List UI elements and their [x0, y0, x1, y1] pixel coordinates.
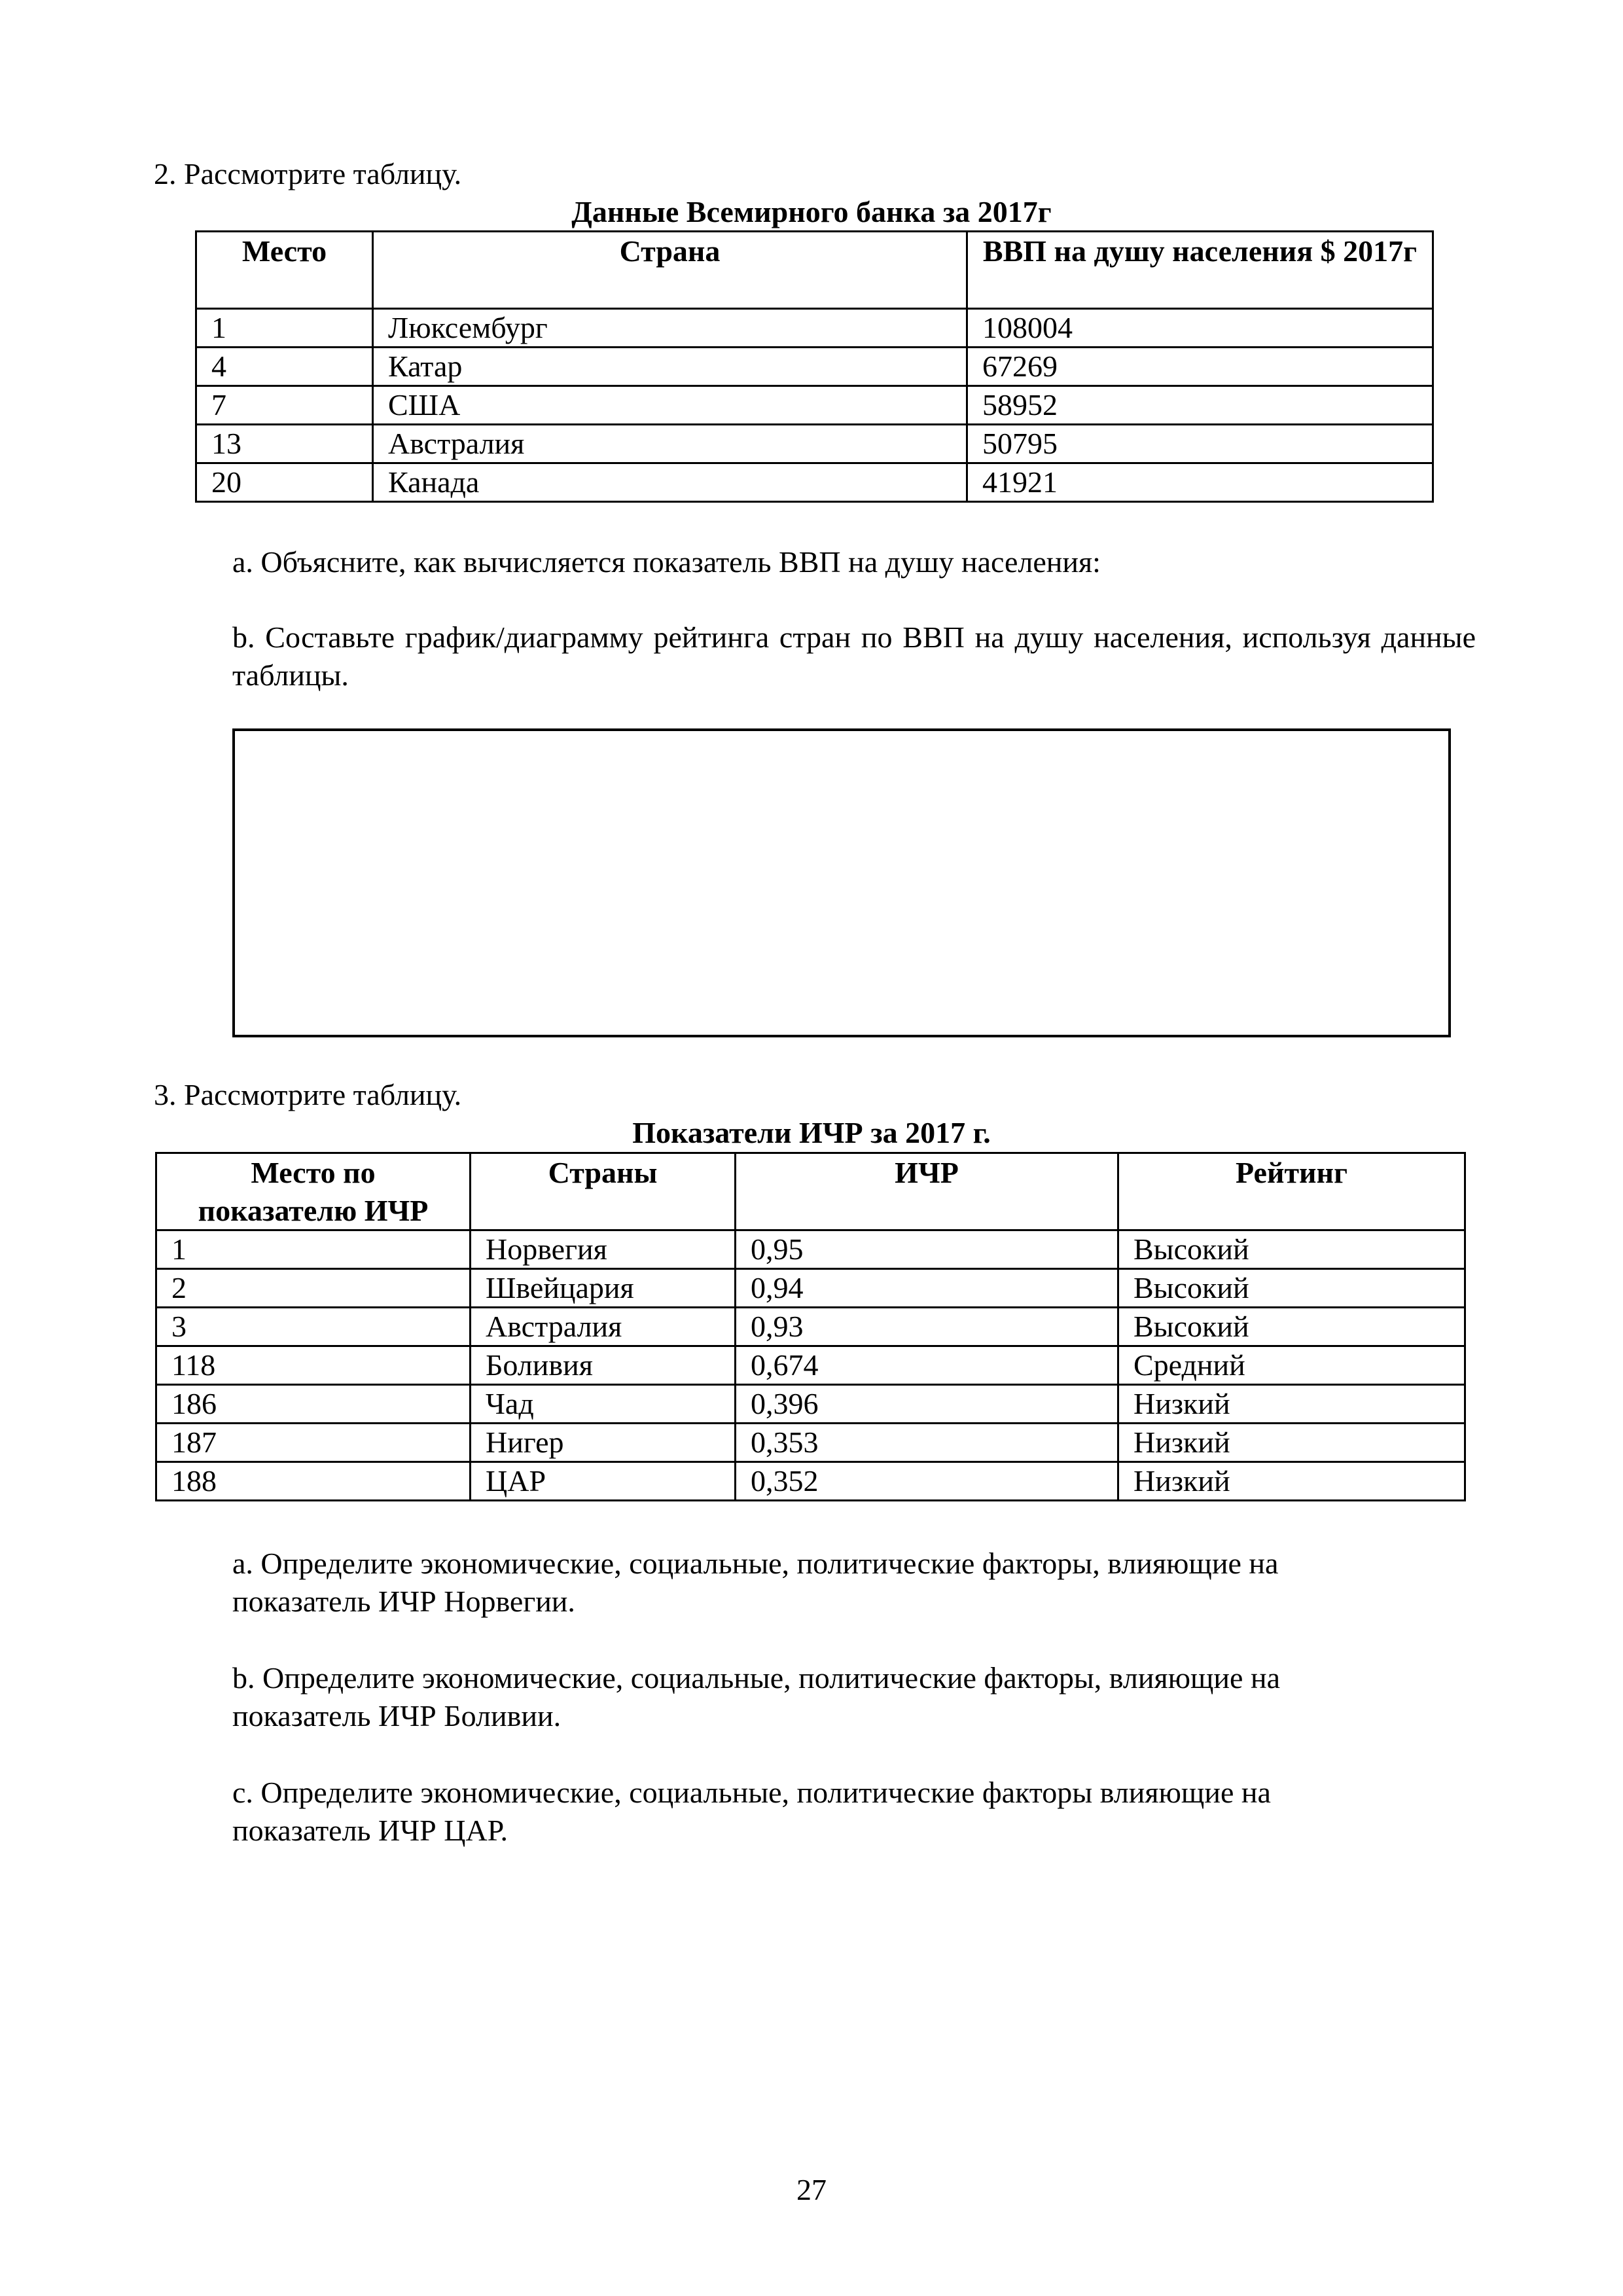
task3-table-title: Показатели ИЧР за 2017 г. [632, 1116, 991, 1149]
hdi-cell-place: 188 [156, 1462, 471, 1501]
gdp-cell-country: Австралия [373, 425, 967, 463]
table-row [196, 386, 1433, 425]
task2-question-a: a. Объясните, как вычисляется показатель ВВП на душу населения: [232, 545, 1101, 579]
task3-intro: 3. Рассмотрите таблицу. [154, 1078, 462, 1111]
gdp-cell-place: 13 [196, 425, 373, 463]
table-row [156, 1230, 1465, 1269]
gdp-cell-value: 50795 [967, 425, 1433, 463]
table-row [196, 463, 1433, 502]
hdi-cell-rating: Низкий [1118, 1462, 1465, 1501]
hdi-cell-country: Боливия [471, 1346, 736, 1385]
hdi-header-countries: Страны [471, 1153, 736, 1230]
gdp-cell-place: 4 [196, 348, 373, 386]
table-row [156, 1462, 1465, 1501]
page-number: 27 [796, 2173, 827, 2206]
gdp-cell-country: США [373, 386, 967, 425]
hdi-header-rating: Рейтинг [1118, 1153, 1465, 1230]
gdp-table-header-row [196, 232, 1433, 309]
hdi-cell-value: 0,396 [736, 1385, 1118, 1424]
table-row [196, 348, 1433, 386]
gdp-cell-value: 67269 [967, 348, 1433, 386]
hdi-cell-country: Норвегия [471, 1230, 736, 1269]
hdi-cell-value: 0,352 [736, 1462, 1118, 1501]
task3-question-c: c. Определите экономические, социальные, политические факторы влияющие на показатель ИЧР ЦАР. [232, 1776, 1271, 1847]
hdi-header-place: Место по показателю ИЧР [156, 1153, 471, 1230]
task3-question-a: a. Определите экономические, социальные, политические факторы, влияющие на показатель ИЧР Норвегии. [232, 1547, 1279, 1618]
gdp-header-place: Место [196, 232, 373, 309]
table-row [196, 425, 1433, 463]
hdi-cell-rating: Низкий [1118, 1385, 1465, 1424]
hdi-cell-value: 0,93 [736, 1308, 1118, 1346]
hdi-cell-place: 3 [156, 1308, 471, 1346]
gdp-header-gdp: ВВП на душу населения $ 2017г [967, 232, 1433, 309]
gdp-cell-value: 108004 [967, 309, 1433, 348]
hdi-cell-value: 0,94 [736, 1269, 1118, 1308]
gdp-header-country: Страна [373, 232, 967, 309]
task3-question-b: b. Определите экономические, социальные, политические факторы, влияющие на показатель ИЧР Боливии. [232, 1661, 1280, 1732]
hdi-cell-place: 118 [156, 1346, 471, 1385]
hdi-cell-country: Швейцария [471, 1269, 736, 1308]
gdp-cell-country: Канада [373, 463, 967, 502]
gdp-cell-value: 41921 [967, 463, 1433, 502]
table-row [156, 1385, 1465, 1424]
table-row [156, 1308, 1465, 1346]
hdi-cell-rating: Высокий [1118, 1308, 1465, 1346]
gdp-cell-place: 7 [196, 386, 373, 425]
table-row [156, 1424, 1465, 1462]
hdi-cell-value: 0,674 [736, 1346, 1118, 1385]
hdi-cell-country: ЦАР [471, 1462, 736, 1501]
table-row [156, 1346, 1465, 1385]
hdi-cell-rating: Средний [1118, 1346, 1465, 1385]
task2-table-title: Данные Всемирного банка за 2017г [571, 195, 1052, 228]
answer-box[interactable] [232, 728, 1451, 1037]
hdi-cell-rating: Высокий [1118, 1269, 1465, 1308]
gdp-cell-value: 58952 [967, 386, 1433, 425]
hdi-cell-rating: Низкий [1118, 1424, 1465, 1462]
hdi-cell-place: 1 [156, 1230, 471, 1269]
hdi-cell-country: Чад [471, 1385, 736, 1424]
gdp-cell-place: 20 [196, 463, 373, 502]
hdi-cell-place: 187 [156, 1424, 471, 1462]
task2-question-b: b. Составьте график/диаграмму рейтинга стран по ВВП на душу населения, используя данные таблицы. [232, 620, 1476, 692]
table-row [196, 309, 1433, 348]
gdp-table [195, 230, 1434, 503]
hdi-table [155, 1152, 1466, 1501]
hdi-cell-country: Нигер [471, 1424, 736, 1462]
hdi-cell-rating: Высокий [1118, 1230, 1465, 1269]
hdi-table-header-row [156, 1153, 1465, 1230]
hdi-cell-value: 0,95 [736, 1230, 1118, 1269]
gdp-cell-place: 1 [196, 309, 373, 348]
hdi-header-hdi: ИЧР [736, 1153, 1118, 1230]
hdi-cell-place: 2 [156, 1269, 471, 1308]
task2-intro: 2. Рассмотрите таблицу. [154, 157, 462, 190]
table-row [156, 1269, 1465, 1308]
hdi-cell-value: 0,353 [736, 1424, 1118, 1462]
gdp-cell-country: Катар [373, 348, 967, 386]
gdp-cell-country: Люксембург [373, 309, 967, 348]
hdi-cell-country: Австралия [471, 1308, 736, 1346]
hdi-cell-place: 186 [156, 1385, 471, 1424]
